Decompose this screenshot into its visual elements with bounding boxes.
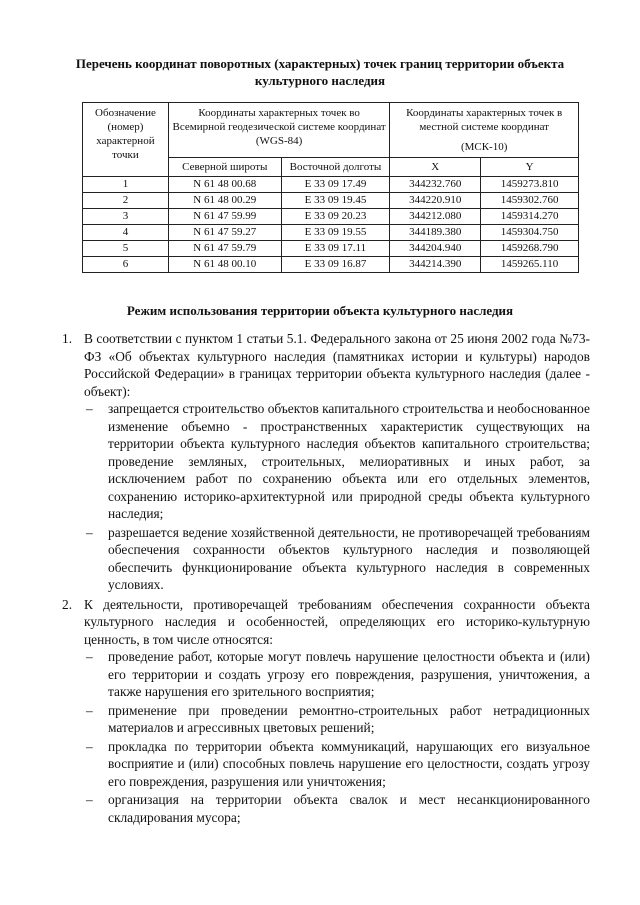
table-row [83, 225, 579, 241]
cell-x: 344220.910 [390, 193, 481, 209]
bullet-text: организация на территории объекта свалок и мест несанкционированного складирования мусора; [108, 792, 590, 825]
bullet-item [84, 791, 590, 826]
cell-y: 1459304.750 [481, 225, 579, 241]
table-row [83, 193, 579, 209]
header-local-line1: Координаты характерных точек в местной системе координат [406, 107, 563, 133]
cell-north: N 61 48 00.68 [168, 177, 281, 193]
table-body [83, 177, 579, 273]
cell-east: E 33 09 17.49 [281, 177, 390, 193]
dash-marker: – [86, 649, 93, 664]
cell-x: 344232.760 [390, 177, 481, 193]
section-subtitle: Режим использования территории объекта культурного наследия [126, 303, 514, 318]
table-row [83, 241, 579, 257]
dash-marker: – [86, 738, 93, 754]
header-local-system [390, 103, 579, 158]
cell-north: N 61 48 00.10 [168, 257, 281, 273]
bullet-item [84, 738, 590, 791]
table-row [83, 177, 579, 193]
dash-marker: – [86, 792, 93, 807]
cell-num: 1 [83, 177, 169, 193]
document-title: Перечень координат поворотных (характерных) точек границ территории объекта культурного наследия [75, 56, 565, 88]
item-content [84, 596, 590, 828]
dash-marker: – [86, 401, 93, 416]
cell-north: N 61 47 59.99 [168, 209, 281, 225]
coordinates-table [82, 102, 579, 273]
item-content [84, 330, 590, 595]
bullet-item [84, 702, 590, 737]
table-header-row [83, 103, 579, 158]
cell-y: 1459314.270 [481, 209, 579, 225]
list-item [62, 596, 590, 828]
bullet-list [84, 648, 590, 826]
table-row [83, 257, 579, 273]
bullet-text: запрещается строительство объектов капитального строительства и необоснованное изменение объемно - пространственных характеристик существующих на территории объекта культурного наследия объектов капитального строительства; проведение земляных, строительных, мелиоративных и иных работ, за исключением работ по сохранению объекта или его отдельных элементов, сохранению историко-архитектурной или природной среды объекта культурного наследия; [108, 401, 590, 521]
cell-north: N 61 47 59.79 [168, 241, 281, 257]
header-y: Y [481, 158, 579, 177]
dash-marker: – [86, 702, 93, 718]
item-number: 2. [62, 596, 73, 612]
cell-num: 6 [83, 257, 169, 273]
cell-east: E 33 09 20.23 [281, 209, 390, 225]
item-text: К деятельности, противоречащей требованиям обеспечения сохранности объекта культурного наследия и особенностей, определяющих его историко-культурную ценность, в том числе относятся: [84, 596, 590, 647]
bullet-item [84, 648, 590, 701]
cell-y: 1459265.110 [481, 257, 579, 273]
cell-num: 4 [83, 225, 169, 241]
cell-east: E 33 09 19.55 [281, 225, 390, 241]
cell-y: 1459273.810 [481, 177, 579, 193]
cell-north: N 61 48 00.29 [168, 193, 281, 209]
cell-num: 3 [83, 209, 169, 225]
header-east: Восточной долготы [281, 158, 390, 177]
cell-x: 344214.390 [390, 257, 481, 273]
cell-x: 344189.380 [390, 225, 481, 241]
cell-east: E 33 09 17.11 [281, 241, 390, 257]
item-text: В соответствии с пунктом 1 статьи 5.1. Федерального закона от 25 июня 2002 года №73-ФЗ «Об объектах культурного наследия (памятниках истории и культуры) народов Российской Федерации» в границах территории объекта культурного наследия (далее - объект): [84, 331, 590, 399]
cell-east: E 33 09 19.45 [281, 193, 390, 209]
cell-x: 344204.940 [390, 241, 481, 257]
cell-x: 344212.080 [390, 209, 481, 225]
header-x: X [390, 158, 481, 177]
cell-y: 1459268.790 [481, 241, 579, 257]
cell-num: 5 [83, 241, 169, 257]
bullet-item [84, 524, 590, 594]
bullet-text: разрешается ведение хозяйственной деятельности, не противоречащей требованиям обеспечения сохранности объектов культурного наследия и позволяющей обеспечить функционирование объекта культурного наследия в современных условиях. [108, 524, 590, 592]
cell-north: N 61 47 59.27 [168, 225, 281, 241]
cell-num: 2 [83, 193, 169, 209]
table-row [83, 209, 579, 225]
header-north: Северной широты [168, 158, 281, 177]
header-wgs84: Координаты характерных точек во Всемирной геодезической системе координат (WGS-84) [168, 103, 389, 158]
header-designation: Обозначение (номер) характерной точки [83, 103, 169, 177]
bullet-item [84, 400, 590, 523]
bullet-text: применение при проведении ремонтно-строительных работ нетрадиционных материалов и агрессивных цветовых решений; [108, 702, 590, 735]
cell-east: E 33 09 16.87 [281, 257, 390, 273]
bullet-list [84, 400, 590, 594]
list-item [62, 330, 590, 595]
header-local-line2: (МСК-10) [460, 141, 508, 153]
regulations-list [62, 330, 590, 827]
bullet-text: проведение работ, которые могут повлечь нарушение целостности объекта и (или) его территории и создать угрозу его повреждения, разрушения, уничтожения, а также нарушения его зрительного восприятия; [108, 649, 590, 699]
dash-marker: – [86, 524, 93, 540]
cell-y: 1459302.760 [481, 193, 579, 209]
item-number: 1. [62, 331, 73, 346]
bullet-text: прокладка по территории объекта коммуникаций, нарушающих его визуальное восприятие и (или) способных повлечь нарушение его целостности, создать угрозу его повреждения, разрушения или уничтожения; [108, 738, 590, 789]
